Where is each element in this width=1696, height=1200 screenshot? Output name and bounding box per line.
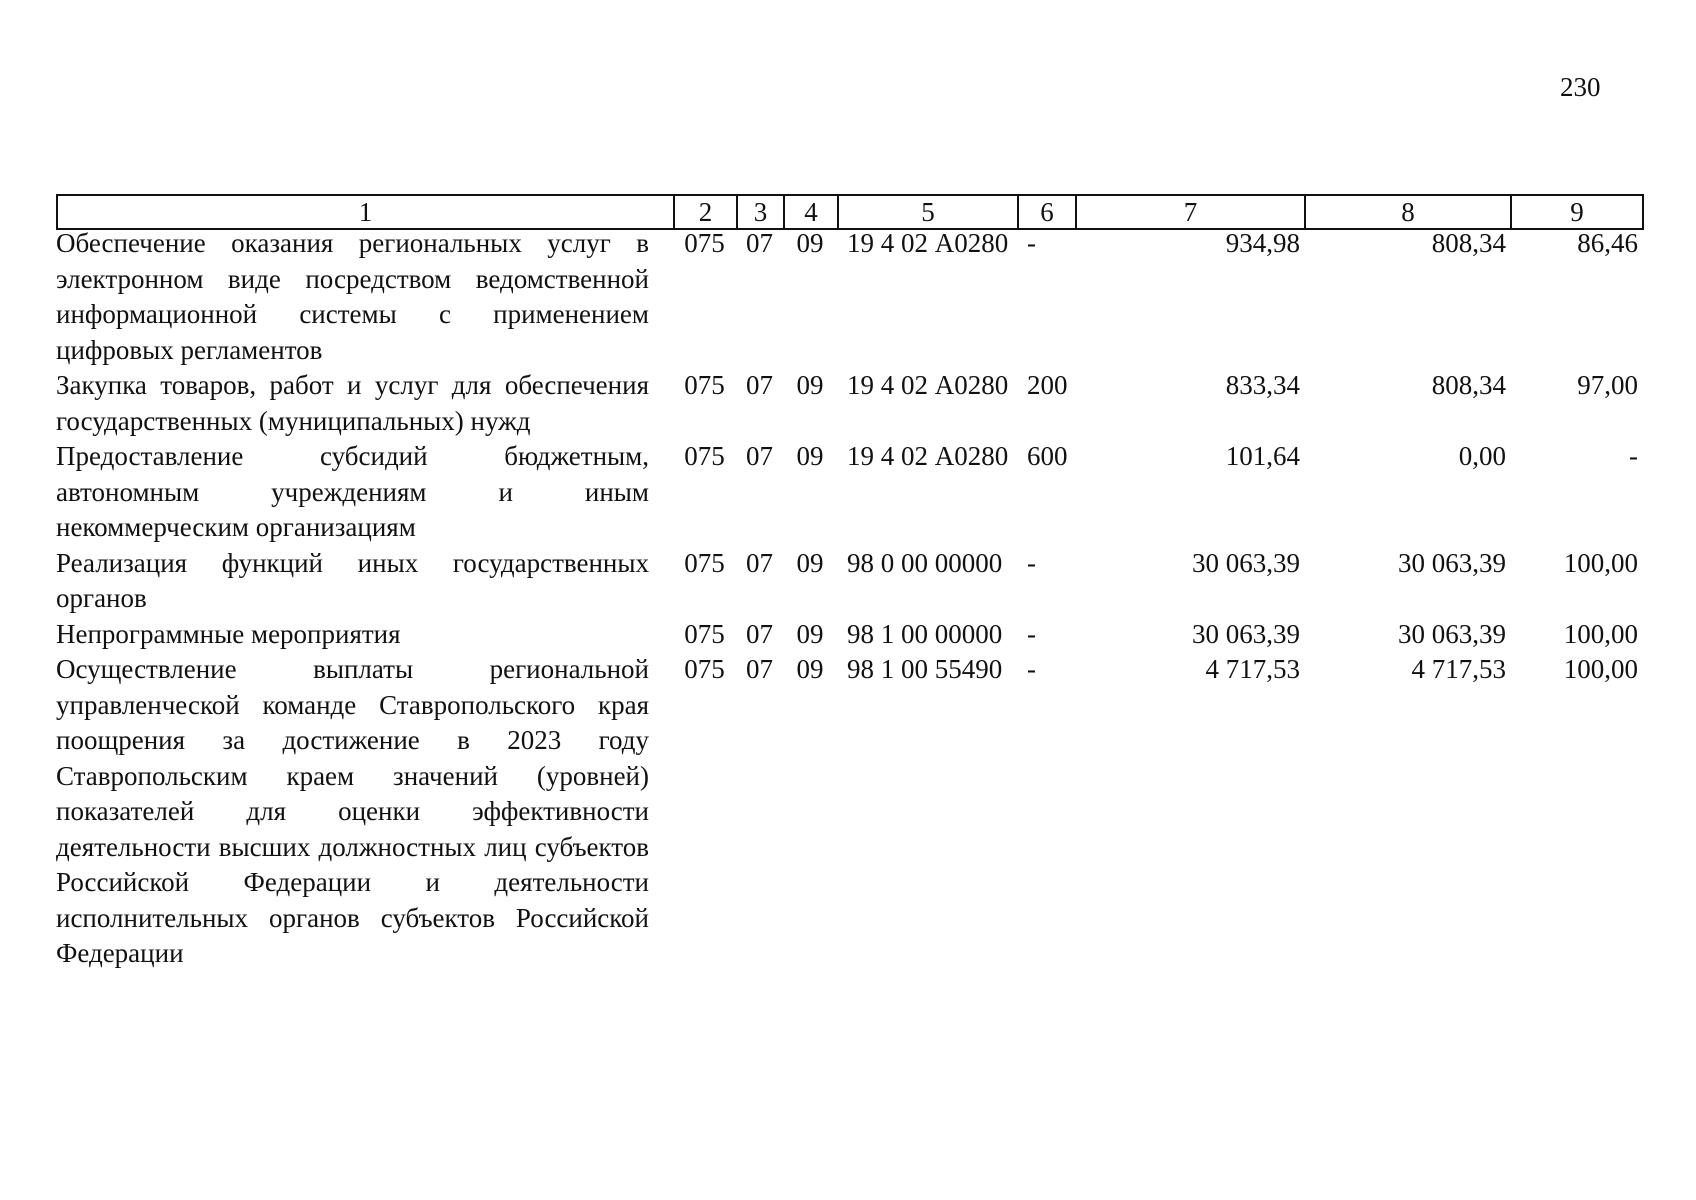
table-row (56, 226, 1642, 368)
table-row (56, 652, 1642, 972)
row-name: Предоставление субсидий бюджетным, автономным учреждениям и иным некоммерческим организациям (56, 441, 649, 542)
cell-c4: 09 (796, 370, 824, 400)
table-header (56, 194, 1644, 230)
header-col-8: 8 (1305, 195, 1511, 229)
cell-c9: 100,00 (1563, 654, 1638, 684)
cell-c6: 200 (1027, 370, 1068, 400)
cell-c4: 09 (796, 547, 824, 578)
row-name: Закупка товаров, работ и услуг для обеспечения государственных (муниципальных) нужд (56, 370, 649, 436)
cell-c5: 19 4 02 А0280 (847, 228, 1009, 258)
cell-c3: 07 (746, 228, 773, 258)
row-name: Непрограммные мероприятия (56, 618, 401, 649)
cell-c6: - (1027, 654, 1036, 684)
cell-c8: 30 063,39 (1398, 547, 1506, 578)
cell-c6: - (1027, 618, 1036, 649)
cell-c5: 98 0 00 00000 (847, 547, 1003, 578)
cell-c2: 075 (684, 370, 725, 400)
cell-c2: 075 (684, 441, 725, 471)
cell-c5: 98 1 00 00000 (847, 618, 1003, 649)
cell-c5: 98 1 00 55490 (847, 654, 1003, 684)
cell-c6: 600 (1027, 441, 1068, 471)
cell-c9: - (1629, 441, 1638, 471)
cell-c2: 075 (684, 618, 725, 649)
row-name: Осуществление выплаты региональной управленческой команде Ставропольского края поощрения за достижение в 2023 году Ставропольским краем значений (уровней) показателей для оценки эффективности деятельности высших должностных лиц субъектов Российской Федерации и деятельности исполнительных органов субъектов Российской Федерации (56, 654, 649, 968)
table-row (56, 439, 1642, 546)
cell-c7: 101,64 (1225, 441, 1300, 471)
table-row (56, 546, 1642, 617)
cell-c3: 07 (746, 547, 773, 578)
cell-c4: 09 (796, 618, 824, 649)
cell-c8: 4 717,53 (1411, 654, 1506, 684)
cell-c2: 075 (684, 654, 725, 684)
cell-c7: 4 717,53 (1205, 654, 1300, 684)
header-col-7: 7 (1076, 195, 1305, 229)
cell-c9: 100,00 (1563, 618, 1638, 649)
cell-c7: 934,98 (1225, 228, 1300, 258)
cell-c2: 075 (684, 547, 725, 578)
header-col-9: 9 (1511, 195, 1643, 229)
cell-c9: 100,00 (1563, 547, 1638, 578)
header-col-1: 1 (57, 195, 674, 229)
row-name: Обеспечение оказания региональных услуг в электронном виде посредством ведомственной информационной системы с применением цифровых регламентов (56, 228, 649, 365)
cell-c4: 09 (796, 228, 824, 258)
cell-c9: 86,46 (1577, 228, 1638, 258)
header-col-3: 3 (737, 195, 784, 229)
cell-c8: 30 063,39 (1398, 618, 1506, 649)
table-row (56, 617, 1642, 653)
cell-c7: 30 063,39 (1192, 547, 1300, 578)
cell-c8: 0,00 (1458, 441, 1506, 471)
cell-c3: 07 (746, 654, 773, 684)
cell-c4: 09 (796, 441, 824, 471)
cell-c6: - (1027, 228, 1036, 258)
cell-c3: 07 (746, 370, 773, 400)
cell-c6: - (1027, 547, 1036, 578)
cell-c3: 07 (746, 441, 773, 471)
cell-c9: 97,00 (1577, 370, 1638, 400)
cell-c8: 808,34 (1431, 370, 1506, 400)
cell-c2: 075 (684, 228, 725, 258)
table-row (56, 368, 1642, 439)
header-col-6: 6 (1018, 195, 1076, 229)
page-number: 230 (1560, 72, 1601, 102)
cell-c4: 09 (796, 654, 824, 684)
cell-c5: 19 4 02 А0280 (847, 441, 1009, 471)
table-body (56, 226, 1642, 972)
cell-c8: 808,34 (1431, 228, 1506, 258)
header-col-4: 4 (784, 195, 838, 229)
header-col-5: 5 (838, 195, 1018, 229)
cell-c5: 19 4 02 А0280 (847, 370, 1009, 400)
cell-c7: 30 063,39 (1192, 618, 1300, 649)
row-name: Реализация функций иных государственных органов (56, 547, 649, 613)
header-col-2: 2 (674, 195, 737, 229)
cell-c3: 07 (746, 618, 773, 649)
cell-c7: 833,34 (1225, 370, 1300, 400)
